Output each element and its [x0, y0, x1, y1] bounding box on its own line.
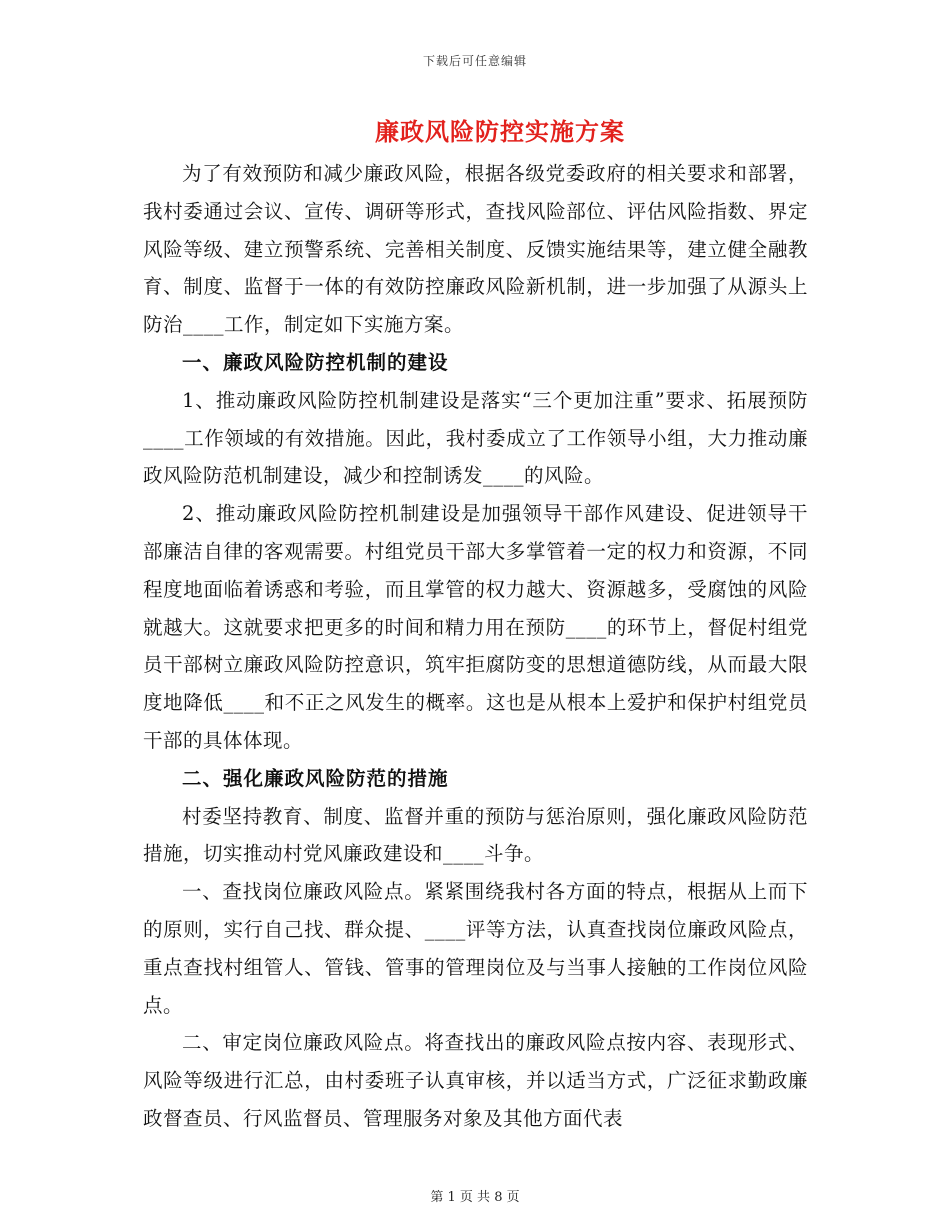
section-heading-2: 二、强化廉政风险防范的措施 — [182, 766, 449, 790]
intro-paragraph: 为了有效预防和减少廉政风险，根据各级党委政府的相关要求和部署，我村委通过会议、宣传、调研等形式，查找风险部位、评估风险指数、界定风险等级、建立预警系统、完善相关制度、反馈实施结果等，建立健全融教育、制度、监督于一体的有效防控廉政风险新机制，进一步加强了从源头上防治____工作，制定如下实施方案。 — [143, 162, 808, 337]
body-paragraph: 2、推动廉政风险防控机制建设是加强领导干部作风建设、促进领导干部廉洁自律的客观需要。村组党员干部大多掌管着一定的权力和资源，不同程度地面临着诱惑和考验，而且掌管的权力越大、资源越多，受腐蚀的风险就越大。这就要求把更多的时间和精力用在预防____的环节上，督促村组党员干部树立廉政风险防控意识，筑牢拒腐防变的思想道德防线，从而最大限度地降低____和不正之风发生的概率。这也是从根本上爱护和保护村组党员干部的具体体现。 — [143, 502, 808, 752]
page-footer-number: 第 1 页 共 8 页 — [430, 1190, 520, 1205]
body-paragraph: 1、推动廉政风险防控机制建设是落实“三个更加注重”要求、拓展预防____工作领域的有效措施。因此，我村委成立了工作领导小组，大力推动廉政风险防范机制建设，减少和控制诱发____的风险。 — [143, 388, 808, 488]
document-body — [143, 155, 808, 1138]
page-header-note: 下载后可任意编辑 — [422, 54, 527, 68]
body-paragraph: 村委坚持教育、制度、监督并重的预防与惩治原则，强化廉政风险防范措施，切实推动村党风廉政建设和____斗争。 — [143, 804, 808, 866]
section-heading-1: 一、廉政风险防控机制的建设 — [182, 350, 449, 374]
body-paragraph: 一、查找岗位廉政风险点。紧紧围绕我村各方面的特点，根据从上而下的原则，实行自己找、群众提、____评等方法，认真查找岗位廉政风险点，重点查找村组管人、管钱、管事的管理岗位及与当事人接触的工作岗位风险点。 — [143, 880, 808, 1017]
body-paragraph: 二、审定岗位廉政风险点。将查找出的廉政风险点按内容、表现形式、风险等级进行汇总，由村委班子认真审核，并以适当方式，广泛征求勤政廉政督查员、行风监督员、管理服务对象及其他方面代表 — [143, 1031, 808, 1130]
document-title: 廉政风险防控实施方案 — [375, 117, 625, 146]
